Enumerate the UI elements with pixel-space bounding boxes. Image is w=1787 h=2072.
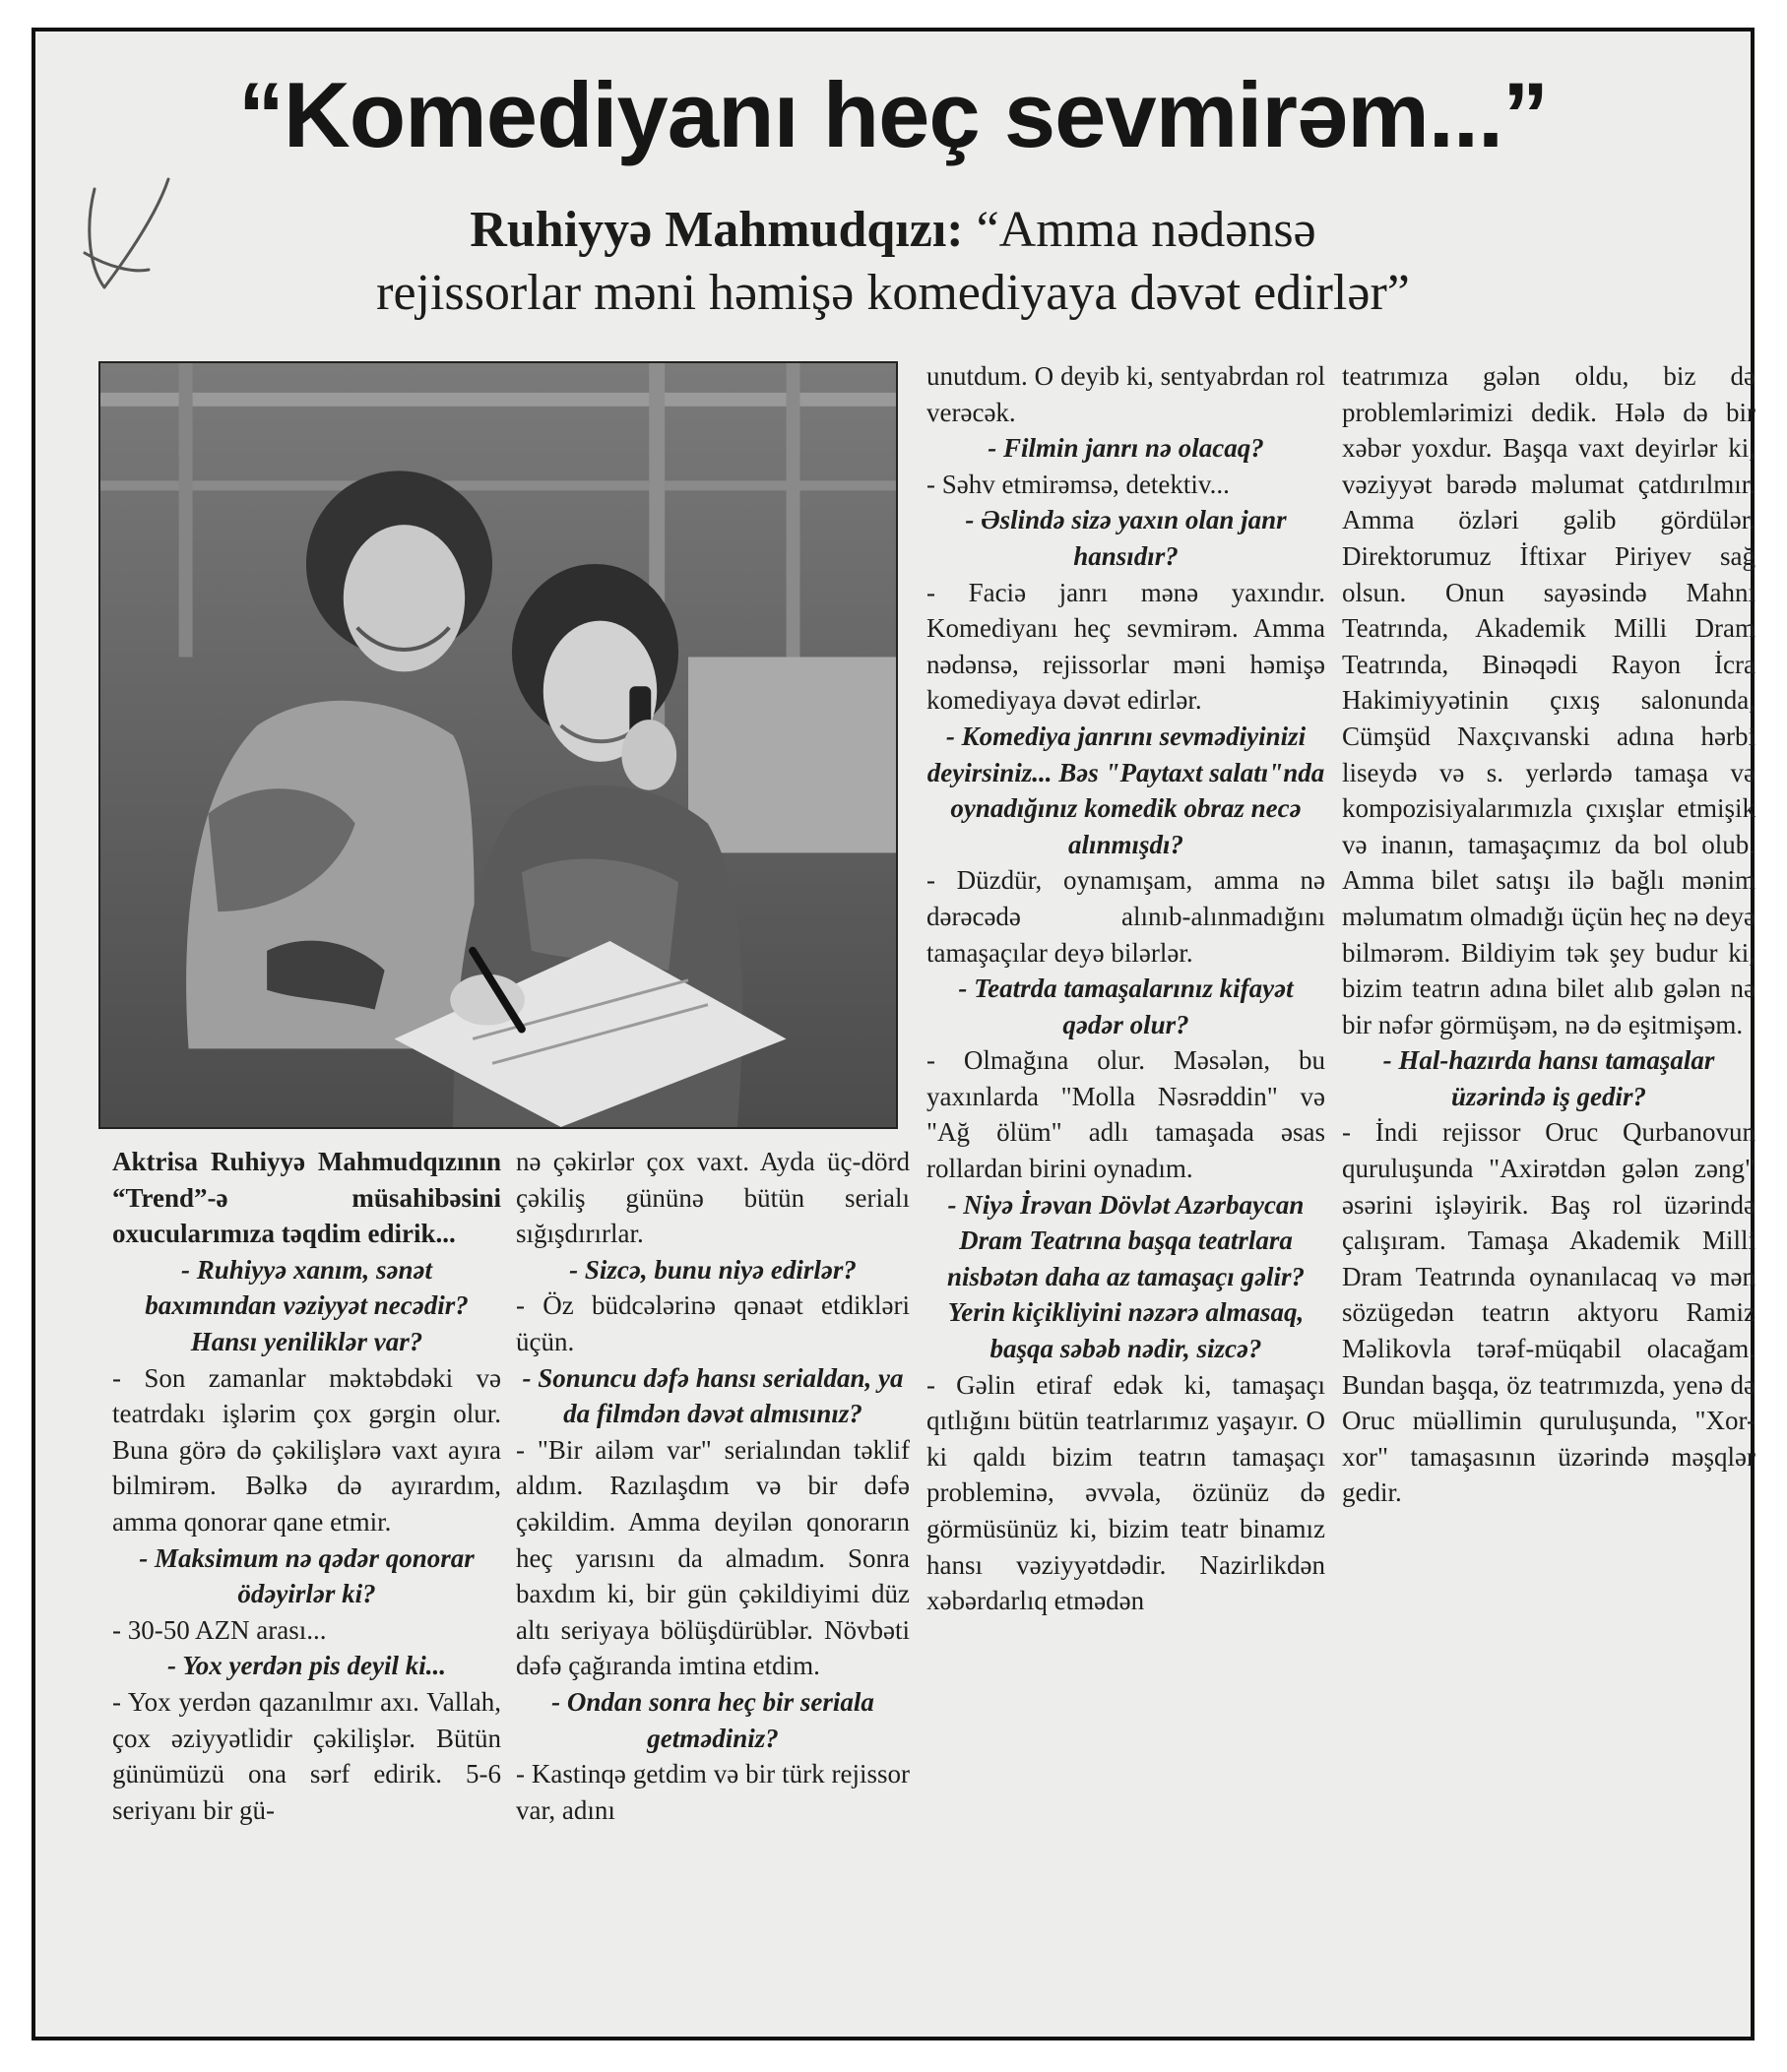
interview-answer: nə çəkirlər çox vaxt. Ayda üç-dörd çəkiliş gününə bütün serialı sığışdırırlar. bbox=[516, 1147, 910, 1249]
interview-question: - Ondan sonra heç bir seriala getmədiniz? bbox=[551, 1686, 874, 1753]
interview-answer: - "Bir ailəm var" serialından təklif aldım. Razılaşdım və bir dəfə çəkildim. Amma deyilən qonorarın heç yarısını da almadım. Sonra baxdım ki, bir gün çəkildiyimi düz altı seriyaya bölüşdürüblər. Növbəti dəfə çağıranda imtina etdim. bbox=[516, 1434, 910, 1681]
interview-answer: - Səhv etmirəmsə, detektiv... bbox=[926, 469, 1230, 499]
interview-question: - Hal-hazırda hansı tamaşalar üzərində iş gedir? bbox=[1382, 1045, 1715, 1111]
interview-question: - Niyə İrəvan Dövlət Azərbaycan Dram Teatrına başqa teatrlara nisbətən daha az tamaşaçı gəlir? Yerin kiçikliyini nəzərə almasaq, başqa səbəb nədir, sizcə? bbox=[946, 1189, 1306, 1364]
interview-question: - Filmin janrı nə olacaq? bbox=[988, 433, 1264, 464]
interview-answer: - Düzdür, oynamışam, amma nə dərəcədə alınıb-alınmadığını tamaşaçılar deyə bilərlər. bbox=[926, 865, 1325, 968]
interview-answer: - Gəlin etiraf edək ki, tamaşaçı qıtlığını bütün teatrlarımız yaşayır. O ki qaldı bizim teatrın tamaşaçı probleminə, əvvəla, özünüz də görmüsünüz ki, bizim teatr binamız hansı vəziyyətdədir. Nazirlikdən xəbərdarlıq etmədən bbox=[926, 1369, 1325, 1616]
interview-answer: - Yox yerdən qazanılmır axı. Vallah, çox əziyyətlidir çəkilişlər. Bütün günümüzü ona sərf edirik. 5-6 seriyanı bir gü- bbox=[112, 1686, 501, 1825]
subhead-line1: “Amma nədənsə bbox=[976, 202, 1316, 258]
article-frame bbox=[32, 28, 1755, 2041]
interview-question: - Komediya janrını sevmədiyinizi deyirsiniz... Bəs "Paytaxt salatı"nda oynadığınız komedik obraz necə alınmışdı? bbox=[926, 721, 1325, 859]
article-column-2 bbox=[516, 1144, 910, 2040]
interview-question: - Sizcə, bunu niyə edirlər? bbox=[569, 1254, 857, 1285]
article-column-4 bbox=[1342, 358, 1755, 2041]
article-lead: Aktrisa Ruhiyyə Mahmudqızının “Trend”-ə müsahibəsini oxucularımıza təqdim edirik... bbox=[112, 1147, 501, 1249]
interview-answer: - Son zamanlar məktəbdəki və teatrdakı işlərim çox gərgin olur. Buna görə də çəkilişlərə vaxt ayıra bilmirəm. Bəlkə də ayırardım, amma qonorar qane etmir. bbox=[112, 1362, 501, 1537]
interview-answer: - 30-50 AZN arası... bbox=[112, 1614, 327, 1645]
interview-question: - Yox yerdən pis deyil ki... bbox=[167, 1651, 446, 1681]
interview-question: - Maksimum nə qədər qonorar ödəyirlər ki? bbox=[139, 1542, 475, 1609]
subhead-line2: rejissorlar məni həmişə komediyaya dəvət edirlər” bbox=[376, 265, 1410, 321]
subheadline bbox=[35, 199, 1751, 325]
article-photo bbox=[98, 361, 898, 1129]
interview-question: - Əslində sizə yaxın olan janr hansıdır? bbox=[965, 505, 1287, 571]
interview-answer: - Olmağına olur. Məsələn, bu yaxınlarda "Molla Nəsrəddin" və "Ağ ölüm" adlı tamaşada əsas rollardan birini oynadım. bbox=[926, 1045, 1325, 1184]
interview-answer: - Faciə janrı mənə yaxındır. Komediyanı heç sevmirəm. Amma nədənsə, rejissorlar məni həmişə komediyaya dəvət edirlər. bbox=[926, 577, 1325, 716]
interview-answer: - Öz büdcələrinə qənaət etdikləri üçün. bbox=[516, 1290, 910, 1356]
article-column-1 bbox=[112, 1144, 501, 2040]
photo-two-actresses-icon bbox=[100, 363, 896, 1127]
subhead-name: Ruhiyyə Mahmudqızı: bbox=[470, 202, 964, 258]
interview-answer: - İndi rejissor Oruc Qurbanovun quruluşunda "Axirətdən gələn zəng" əsərini işləyirik. Baş rol üzərində çalışıram. Tamaşa Akademik Milli Dram Teatrında oynanılacaq və mən sözügedən teatrın aktyoru Ramiz Məlikovla tərəf-müqabil olacağam. Bundan başqa, öz teatrımızda, yenə də Oruc müəllimin quruluşunda, "Xor-xor" tamaşasının üzərində məşqlər gedir. bbox=[1342, 1117, 1755, 1508]
interview-answer: - Kastinqə getdim və bir türk rejissor var, adını bbox=[516, 1759, 910, 1825]
headline: “Komediyanı heç sevmirəm...” bbox=[237, 63, 1549, 166]
interview-question: - Teatrda tamaşalarınız kifayət qədər olur? bbox=[958, 973, 1294, 1039]
interview-answer: unutdum. O deyib ki, sentyabrdan rol verəcək. bbox=[926, 361, 1325, 427]
article-column-3 bbox=[926, 358, 1325, 2041]
interview-question: - Sonuncu dəfə hansı serialdan, ya da filmdən dəvət almısınız? bbox=[522, 1362, 904, 1429]
interview-question: - Ruhiyyə xanım, sənət baxımından vəziyyət necədir? Hansı yeniliklər var? bbox=[145, 1254, 469, 1356]
interview-answer: teatrımıza gələn oldu, biz də problemlərimizi dedik. Hələ də bir xəbər yoxdur. Başqa vaxt deyirlər ki, vəziyyət barədə məlumat çatdırılmır. Amma özləri gəlib gördülər. Direktorumuz İftixar Piriyev sağ olsun. Onun sayəsində Mahnı Teatrında, Akademik Milli Dram Teatrında, Binəqədi Rayon İcra Hakimiyyətinin çıxış salonunda, Cümşüd Naxçıvanski adına hərbi liseydə və s. yerlərdə tamaşa və kompozisiyalarımızla çıxışlar etmişik və inanın, tamaşaçımız da bol olub. Amma bilet satışı ilə bağlı mənim məlumatım olmadığı üçün heç nə deyə bilmərəm. Bildiyim tək şey budur ki, bizim teatrın adına bilet alıb gələn nə bir nəfər görmüşəm, nə də eşitmişəm. bbox=[1342, 361, 1755, 1039]
